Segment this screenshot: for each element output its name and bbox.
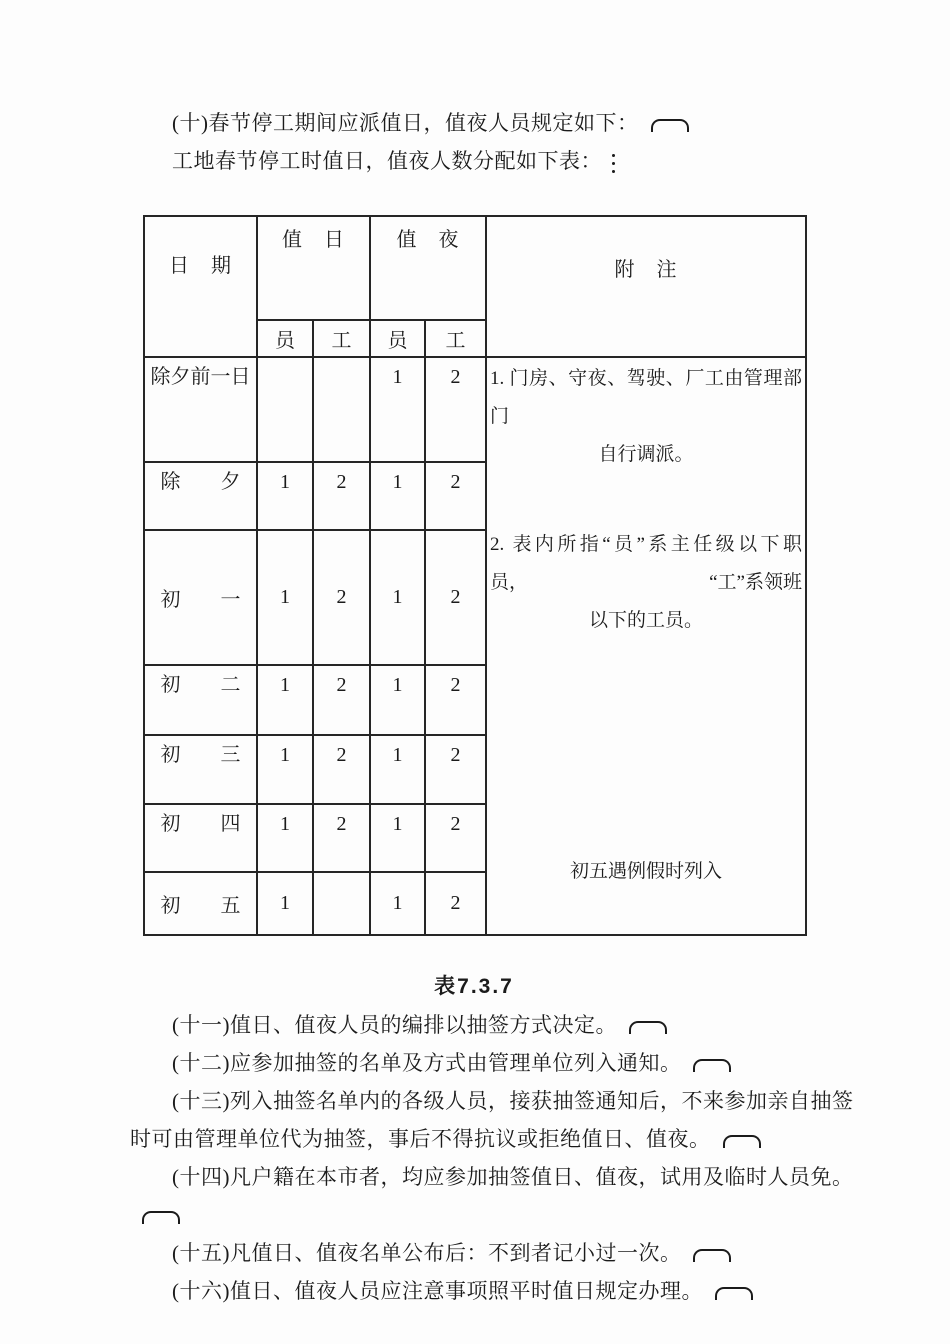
table-caption: 表7.3.7 — [434, 975, 514, 998]
paragraph-item-12-text: (十二)应参加抽签的名单及方式由管理单位列入通知。 — [172, 1051, 682, 1075]
value-cell: 2 — [425, 872, 486, 935]
table-header-row-1 — [144, 216, 806, 320]
note-1-line-1: 1. 门房、守夜、驾驶、厂工由管理部门 — [490, 368, 802, 427]
paragraph-item-11 — [130, 1006, 870, 1044]
vertical-dots-mark — [612, 149, 616, 178]
paragraph-end-arc-mark — [142, 1211, 180, 1224]
value-cell: 2 — [425, 665, 486, 735]
note-2-line-1: 2. 表内所指“员”系主任级以下职 — [490, 534, 802, 555]
paragraph-end-arc-mark — [693, 1059, 731, 1072]
paragraph-end-arc-mark — [629, 1021, 667, 1034]
paragraph-end-arc-mark — [723, 1135, 761, 1148]
value-cell: 2 — [313, 804, 370, 872]
value-cell: 1 — [257, 665, 313, 735]
value-cell: 1 — [370, 665, 425, 735]
value-cell: 1 — [370, 530, 425, 665]
paragraph-item-14-text: (十四)凡户籍在本市者，均应参加抽签值日、值夜，试用及临时人员免。 — [172, 1165, 854, 1189]
value-cell: 2 — [425, 530, 486, 665]
date-cell: 初 五 — [144, 872, 257, 935]
header-night-staff-cell: 员 — [370, 320, 425, 357]
note-1 — [490, 360, 802, 474]
date-cell: 除 夕 — [144, 462, 257, 530]
note-2 — [490, 526, 802, 640]
value-cell: 1 — [257, 804, 313, 872]
value-cell: 2 — [425, 357, 486, 462]
note-1-line-2: 自行调派。 — [598, 444, 694, 465]
paragraph-item-15 — [130, 1234, 870, 1272]
paragraph-item-10-text: (十)春节停工期间应派值日，值夜人员规定如下： — [172, 111, 639, 135]
note-3-line-1: 初五遇例假时列入 — [569, 861, 722, 882]
header-night-worker-cell: 工 — [425, 320, 486, 357]
value-cell: 1 — [370, 735, 425, 804]
header-day-worker-cell: 工 — [313, 320, 370, 357]
value-cell — [313, 872, 370, 935]
value-cell: 2 — [313, 462, 370, 530]
paragraph-item-10 — [130, 104, 870, 142]
header-night-duty-cell: 值 夜 — [370, 216, 486, 320]
header-note-cell: 附 注 — [486, 216, 806, 357]
value-cell: 1 — [370, 357, 425, 462]
paragraph-end-arc-mark — [651, 119, 689, 132]
document-content — [130, 104, 920, 1310]
paragraph-item-16 — [130, 1272, 870, 1310]
header-day-staff-cell: 员 — [257, 320, 313, 357]
value-cell: 1 — [257, 530, 313, 665]
value-cell: 2 — [313, 735, 370, 804]
header-date-cell: 日 期 — [144, 216, 257, 357]
paragraph-item-11-text: (十一)值日、值夜人员的编排以抽签方式决定。 — [172, 1013, 617, 1037]
date-cell: 初 一 — [144, 530, 257, 665]
note-2-line-2 — [490, 564, 802, 602]
notes-cell — [486, 357, 806, 935]
value-cell: 1 — [370, 804, 425, 872]
header-day-duty-cell: 值 日 — [257, 216, 370, 320]
paragraph-item-12 — [130, 1044, 870, 1082]
date-cell: 除夕前一日 — [144, 357, 257, 462]
paragraph-end-arc-mark — [693, 1249, 731, 1262]
note-2-line-2-right: “工”系领班 — [709, 572, 802, 593]
value-cell: 1 — [257, 735, 313, 804]
paragraph-table-intro-text: 工地春节停工时值日，值夜人数分配如下表： — [172, 149, 602, 173]
value-cell: 1 — [257, 872, 313, 935]
value-cell: 1 — [370, 872, 425, 935]
date-cell: 初 二 — [144, 665, 257, 735]
duty-roster-table — [143, 215, 807, 936]
table-row — [144, 357, 806, 462]
paragraph-end-arc-mark — [715, 1287, 753, 1300]
value-cell: 2 — [425, 735, 486, 804]
paragraph-item-13-text: (十三)列入抽签名单内的各级人员，接获抽签通知后，不来参加亲自抽签时可由管理单位代为抽签，事后不得抗议或拒绝值日、值夜。 — [130, 1089, 854, 1151]
note-2-line-3: 以下的工员。 — [588, 610, 703, 631]
date-cell: 初 三 — [144, 735, 257, 804]
value-cell: 2 — [425, 804, 486, 872]
value-cell: 2 — [425, 462, 486, 530]
paragraph-table-intro — [130, 142, 870, 180]
paragraph-item-15-text: (十五)凡值日、值夜名单公布后：不到者记小过一次。 — [172, 1241, 682, 1265]
date-cell: 初 四 — [144, 804, 257, 872]
value-cell — [313, 357, 370, 462]
paragraph-item-14 — [130, 1158, 870, 1234]
paragraph-item-13 — [130, 1082, 870, 1158]
value-cell: 1 — [257, 462, 313, 530]
paragraph-item-16-text: (十六)值日、值夜人员应注意事项照平时值日规定办理。 — [172, 1279, 703, 1303]
note-2-line-2-left: 员， — [490, 572, 529, 593]
note-3 — [490, 853, 802, 891]
value-cell: 2 — [313, 530, 370, 665]
value-cell: 2 — [313, 665, 370, 735]
value-cell: 1 — [370, 462, 425, 530]
value-cell — [257, 357, 313, 462]
